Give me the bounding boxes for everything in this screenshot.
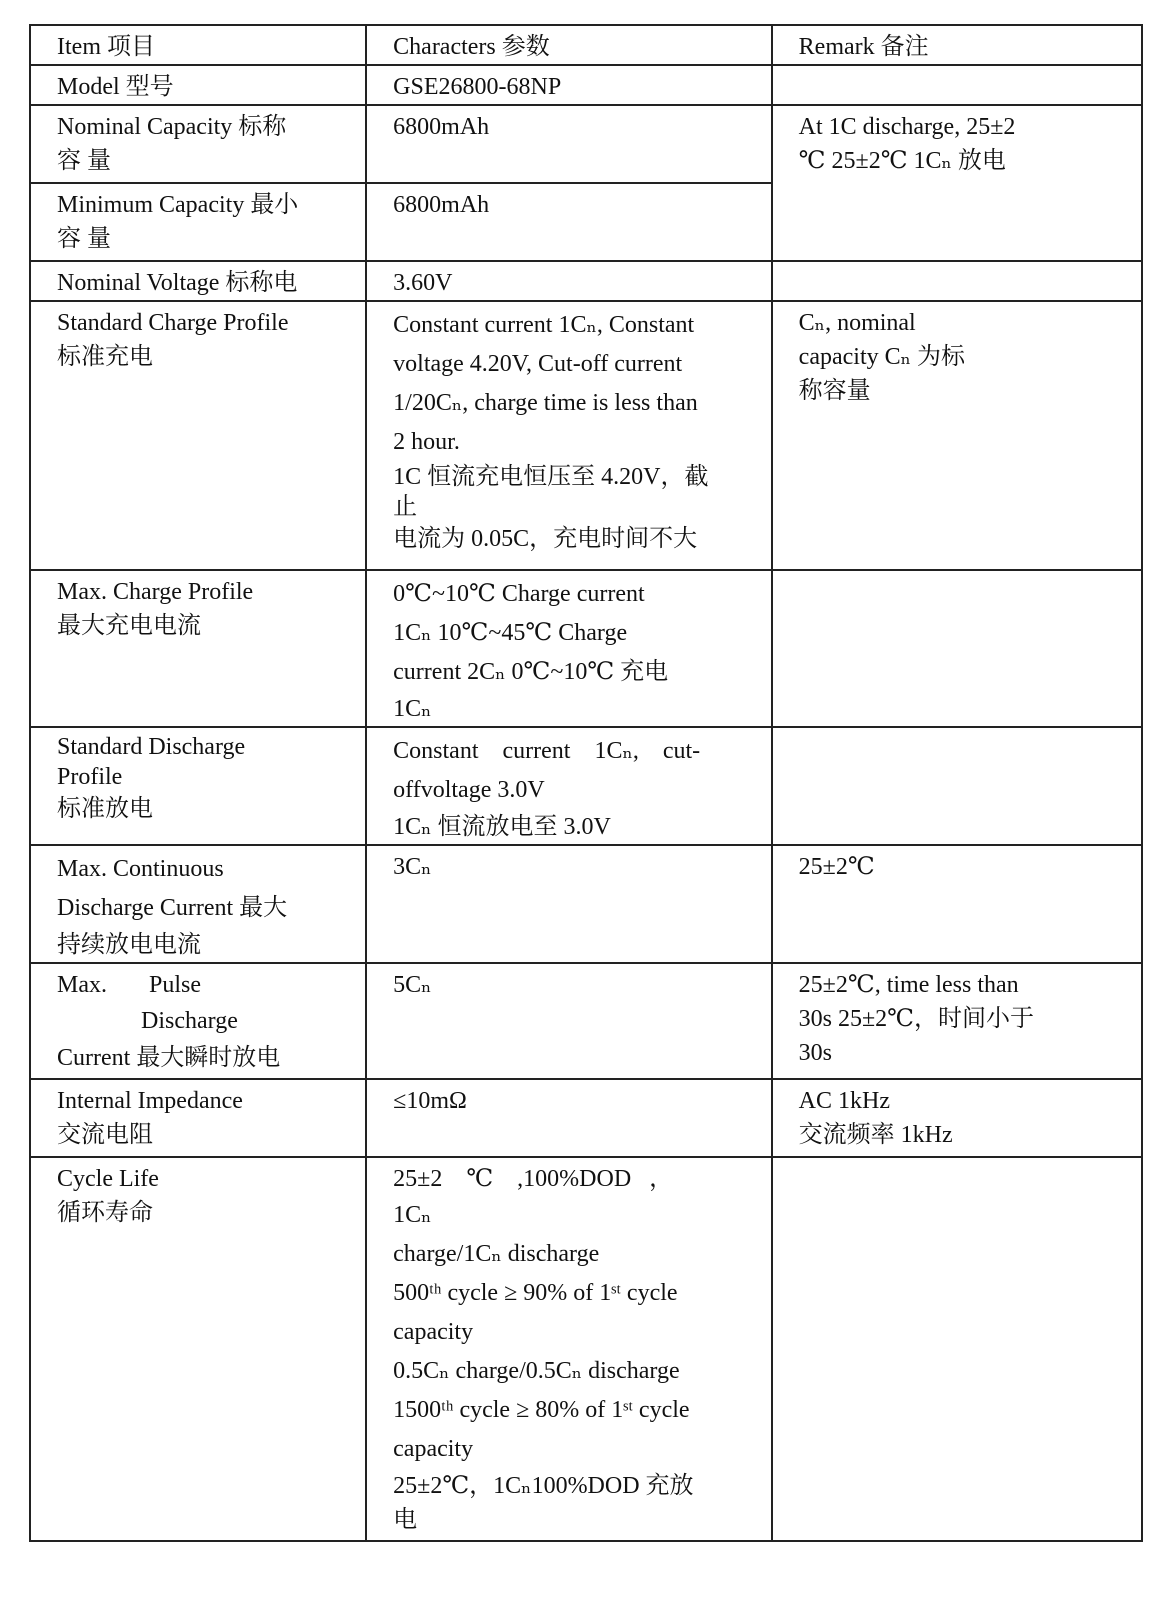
table-row-max-continuous	[30, 845, 1142, 963]
standard-charge-value-line: 止	[393, 494, 418, 520]
max-pulse-remark	[772, 963, 1142, 1079]
header-characters	[366, 25, 772, 65]
nominal-capacity-value-text: 6800mAh	[393, 114, 490, 140]
cycle-life-item-line: 循环寿命	[57, 1200, 153, 1226]
max-continuous-item-line: 持续放电电流	[57, 932, 201, 958]
model-value	[366, 65, 772, 105]
max-charge-value-line: current 2Cₙ 0℃~10℃ 充电	[393, 659, 669, 685]
model-item	[30, 65, 366, 105]
standard-discharge-item-line: 标准放电	[57, 796, 153, 822]
internal-impedance-item-line: Internal Impedance	[57, 1088, 243, 1114]
nominal-voltage-value-text: 3.60V	[393, 270, 453, 296]
nominal-capacity-item	[30, 105, 366, 183]
cycle-life-value-line: 0.5Cₙ charge/0.5Cₙ discharge	[393, 1358, 680, 1384]
standard-charge-item-line: 标准充电	[57, 344, 153, 370]
cycle-life-value-line: 500ᵗʰ cycle ≥ 90% of 1ˢᵗ cycle	[393, 1280, 678, 1306]
nominal-voltage-remark	[772, 261, 1142, 301]
standard-discharge-remark	[772, 727, 1142, 845]
table-row-nominal-voltage	[30, 261, 1142, 301]
cycle-life-value-line: 25±2 ℃ ,100%DOD ，	[393, 1166, 674, 1192]
table-row-cycle-life	[30, 1157, 1142, 1541]
cycle-life-item	[30, 1157, 366, 1541]
max-charge-item	[30, 570, 366, 727]
internal-impedance-value	[366, 1079, 772, 1157]
max-pulse-value	[366, 963, 772, 1079]
max-charge-item-line: Max. Charge Profile	[57, 579, 254, 605]
nominal-capacity-item-line: 容 量	[57, 148, 111, 174]
standard-discharge-value-line: offvoltage 3.0V	[393, 777, 545, 803]
internal-impedance-remark	[772, 1079, 1142, 1157]
max-pulse-item-line: Current 最大瞬时放电	[57, 1045, 281, 1071]
standard-charge-value-line: 1C 恒流充电恒压至 4.20V，截	[393, 464, 709, 490]
standard-charge-value-line: 2 hour.	[393, 429, 460, 455]
standard-charge-value-line: voltage 4.20V, Cut-off current	[393, 351, 683, 377]
nominal-voltage-value	[366, 261, 772, 301]
cycle-life-value-line: 25±2℃，1Cₙ100%DOD 充放	[393, 1473, 694, 1499]
capacity-remark-line: At 1C discharge, 25±2	[798, 114, 1016, 140]
max-continuous-remark	[772, 845, 1142, 963]
cycle-life-value-line: 1Cₙ	[393, 1202, 432, 1228]
max-pulse-remark-line: 30s 25±2℃，时间小于	[798, 1006, 1035, 1032]
model-remark	[772, 65, 1142, 105]
header-characters-label: Characters 参数	[393, 34, 550, 60]
internal-impedance-remark-line: 交流频率 1kHz	[798, 1122, 953, 1148]
standard-charge-remark	[772, 301, 1142, 570]
capacity-remark	[772, 105, 1142, 261]
internal-impedance-remark-line: AC 1kHz	[798, 1088, 890, 1114]
nominal-voltage-item-text: Nominal Voltage 标称电	[57, 270, 298, 296]
model-value-text: GSE26800-68NP	[393, 74, 562, 100]
header-remark-label: Remark 备注	[798, 34, 929, 60]
cycle-life-value-line: 电	[393, 1507, 418, 1533]
standard-charge-value-line: 1/20Cₙ, charge time is less than	[393, 390, 698, 416]
max-continuous-item-line: Max. Continuous	[57, 856, 224, 882]
max-charge-item-line: 最大充电电流	[57, 613, 201, 639]
max-continuous-remark-text: 25±2℃	[798, 854, 875, 880]
standard-discharge-value	[366, 727, 772, 845]
internal-impedance-value-text: ≤10mΩ	[393, 1088, 467, 1114]
max-continuous-value-text: 3Cₙ	[393, 854, 432, 880]
max-pulse-item-line: Discharge	[57, 1008, 238, 1034]
table-row-model	[30, 65, 1142, 105]
cycle-life-value-line: charge/1Cₙ discharge	[393, 1241, 600, 1267]
cycle-life-value-line: 1500ᵗʰ cycle ≥ 80% of 1ˢᵗ cycle	[393, 1397, 690, 1423]
table-row-nominal-capacity	[30, 105, 1142, 183]
capacity-remark-line: ℃ 25±2℃ 1Cₙ 放电	[798, 148, 1006, 174]
max-charge-value	[366, 570, 772, 727]
max-continuous-item-line: Discharge Current 最大	[57, 895, 288, 921]
nominal-capacity-item-line: Nominal Capacity 标称	[57, 114, 287, 140]
header-item-label: Item 项目	[57, 34, 155, 60]
minimum-capacity-value-text: 6800mAh	[393, 192, 490, 218]
minimum-capacity-item	[30, 183, 366, 261]
nominal-capacity-value	[366, 105, 772, 183]
table-row-standard-discharge	[30, 727, 1142, 845]
standard-discharge-item	[30, 727, 366, 845]
standard-charge-remark-line: capacity Cₙ 为标	[798, 344, 966, 370]
standard-charge-item	[30, 301, 366, 570]
standard-discharge-item-line: Standard Discharge	[57, 734, 246, 760]
standard-charge-value-line: Constant current 1Cₙ, Constant	[393, 312, 695, 338]
internal-impedance-item-line: 交流电阻	[57, 1122, 153, 1148]
minimum-capacity-item-line: Minimum Capacity 最小	[57, 192, 299, 218]
standard-discharge-value-line: Constant current 1Cₙ, cut-	[393, 738, 701, 764]
standard-discharge-item-line: Profile	[57, 764, 123, 790]
max-pulse-item-line: Max. Pulse	[57, 972, 201, 998]
nominal-voltage-item	[30, 261, 366, 301]
table-row-internal-impedance	[30, 1079, 1142, 1157]
max-pulse-value-text: 5Cₙ	[393, 972, 432, 998]
minimum-capacity-item-line: 容 量	[57, 226, 111, 252]
cycle-life-value	[366, 1157, 772, 1541]
standard-charge-value	[366, 301, 772, 570]
standard-charge-remark-line: Cₙ, nominal	[798, 310, 916, 336]
cycle-life-item-line: Cycle Life	[57, 1166, 159, 1192]
table-header-row	[30, 25, 1142, 65]
max-pulse-item	[30, 963, 366, 1079]
standard-charge-remark-line: 称容量	[798, 378, 871, 404]
max-charge-value-line: 1Cₙ	[393, 696, 432, 722]
cycle-life-value-line: capacity	[393, 1436, 474, 1462]
internal-impedance-item	[30, 1079, 366, 1157]
model-item-text: Model 型号	[57, 74, 174, 100]
header-remark	[772, 25, 1142, 65]
standard-discharge-value-line: 1Cₙ 恒流放电至 3.0V	[393, 814, 611, 840]
max-charge-remark	[772, 570, 1142, 727]
table-row-max-pulse	[30, 963, 1142, 1079]
table-row-standard-charge	[30, 301, 1142, 570]
max-continuous-item	[30, 845, 366, 963]
header-item	[30, 25, 366, 65]
standard-charge-value-line: 电流为 0.05C，充电时间不大	[393, 526, 698, 552]
standard-charge-item-line: Standard Charge Profile	[57, 310, 289, 336]
max-charge-value-line: 0℃~10℃ Charge current	[393, 581, 645, 607]
table-row-max-charge	[30, 570, 1142, 727]
cycle-life-remark	[772, 1157, 1142, 1541]
max-pulse-remark-line: 25±2℃, time less than	[798, 972, 1019, 998]
max-pulse-remark-line: 30s	[798, 1040, 833, 1066]
max-continuous-value	[366, 845, 772, 963]
max-charge-value-line: 1Cₙ 10℃~45℃ Charge	[393, 620, 628, 646]
cycle-life-value-line: capacity	[393, 1319, 474, 1345]
minimum-capacity-value	[366, 183, 772, 261]
battery-spec-table	[29, 24, 1143, 1542]
